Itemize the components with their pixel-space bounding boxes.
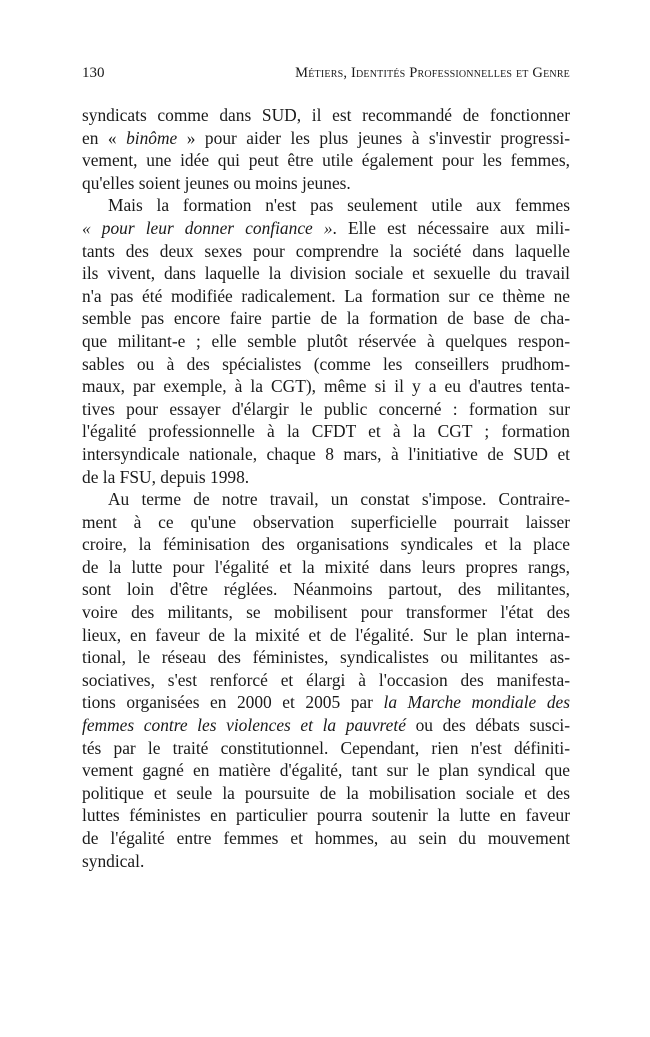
text-line: n'a pas été modifiée radicalement. La formation sur ce thème ne: [82, 285, 570, 306]
text-line: « pour leur donner confiance ». Elle est nécessaire aux mili-: [82, 217, 570, 238]
text-line: sables ou à des spécialistes (comme les conseillers prudhom-: [82, 353, 570, 374]
text-line: femmes contre les violences et la pauvreté ou des débats susci-: [82, 715, 571, 736]
paragraph-3: [82, 488, 570, 872]
text-line: tants des deux sexes pour comprendre la société dans laquelle: [82, 240, 570, 261]
page-number: 130: [82, 65, 105, 81]
emphasis: femmes contre les violences et la pauvreté: [82, 715, 406, 736]
text-line: vement gagné en matière d'égalité, tant sur le plan syndical que: [82, 760, 570, 781]
text-line: syndicats comme dans SUD, il est recommandé de fonctionner: [82, 105, 570, 125]
body-text: [82, 104, 570, 872]
paragraph-1: [82, 104, 570, 194]
text-line: luttes féministes en particulier pourra soutenir la lutte en faveur: [82, 805, 570, 826]
text-line: de l'égalité entre femmes et hommes, au sein du mouvement: [82, 828, 570, 848]
text-line: maux, par exemple, à la CGT), même si il y a eu d'autres tenta-: [82, 376, 570, 397]
paragraph-2: [82, 194, 570, 488]
text-line: sont loin d'être réglées. Néanmoins partout, des militantes,: [82, 579, 570, 600]
text-line: Au terme de notre travail, un constat s'impose. Contraire-: [108, 489, 570, 510]
running-title: Métiers, Identités Professionnelles et Genre: [295, 65, 570, 81]
text-line: de la lutte pour l'égalité et la mixité dans leurs propres rangs,: [82, 556, 570, 577]
text-line: vement, une idée qui peut être utile également pour les femmes,: [82, 150, 570, 171]
text-line: qu'elles soient jeunes ou moins jeunes.: [82, 172, 351, 193]
text-line: politique et seule la poursuite de la mobilisation sociale et des: [82, 782, 570, 803]
text-line: ils vivent, dans laquelle la division sociale et sexuelle du travail: [82, 263, 570, 284]
text-line: intersyndicale nationale, chaque 8 mars, à l'initiative de SUD et: [82, 443, 570, 464]
text-line: Mais la formation n'est pas seulement utile aux femmes: [108, 195, 570, 216]
emphasis: « pour leur donner confiance »: [82, 217, 333, 238]
text-line: tives pour essayer d'élargir le public concerné : formation sur: [82, 398, 570, 419]
text-line: voire des militants, se mobilisent pour transformer l'état des: [82, 602, 570, 623]
emphasis: la Marche mondiale des: [383, 692, 570, 713]
text-line: tions organisées en 2000 et 2005 par la Marche mondiale des: [82, 692, 570, 713]
emphasis: binôme: [126, 127, 178, 148]
text-line: syndical.: [82, 850, 145, 871]
text-line: ment à ce qu'une observation superficielle pourrait laisser: [82, 511, 570, 532]
text-line: sociatives, s'est renforcé et élargi à l'occasion des manifesta-: [82, 669, 570, 690]
text-line: tés par le traité constitutionnel. Cependant, rien n'est définiti-: [82, 737, 570, 758]
text-line: tional, le réseau des féministes, syndicalistes ou militantes as-: [82, 647, 570, 668]
text-line: de la FSU, depuis 1998.: [82, 466, 250, 487]
text-line: lieux, en faveur de la mixité et de l'égalité. Sur le plan interna-: [82, 624, 570, 645]
text-line: croire, la féminisation des organisations syndicales et la place: [82, 534, 570, 555]
text-line: que militant-e ; elle semble plutôt réservée à quelques respon-: [82, 330, 570, 351]
text-line: semble pas encore faire partie de la formation de base de cha-: [82, 308, 570, 329]
text-line: en « binôme » pour aider les plus jeunes à s'investir progressi-: [82, 127, 570, 148]
page-header: [82, 65, 570, 85]
text-line: l'égalité professionnelle à la CFDT et à la CGT ; formation: [82, 421, 570, 442]
